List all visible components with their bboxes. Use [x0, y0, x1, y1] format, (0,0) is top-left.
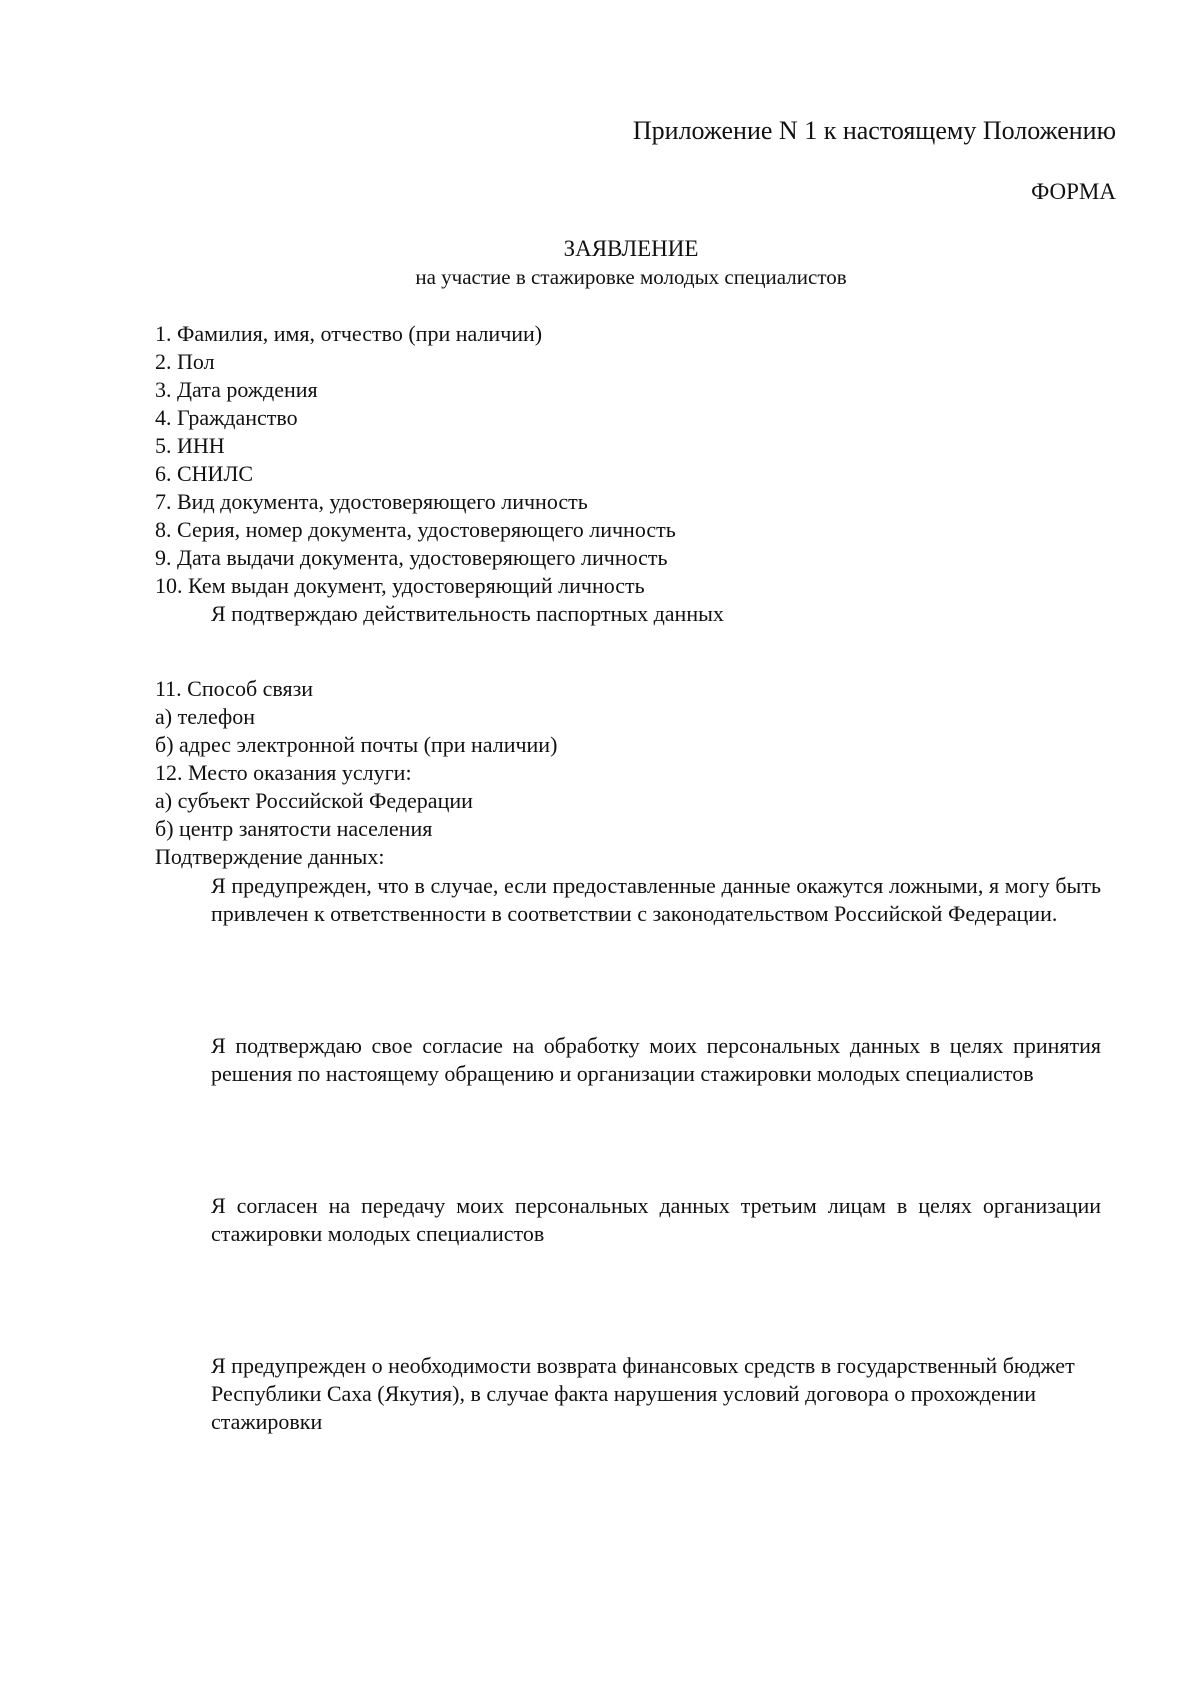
field-service-place: 12. Место оказания услуги:: [155, 760, 412, 785]
field-birth-date: 3. Дата рождения: [155, 377, 318, 402]
field-citizenship: 4. Гражданство: [155, 405, 298, 430]
field-phone: а) телефон: [155, 704, 256, 729]
appendix-reference: Приложение N 1 к настоящему Положению: [632, 116, 1116, 145]
third-party-consent-statement: Я согласен на передачу моих персональных данных третьим лицам в целях организации стажировки молодых специалистов: [211, 1193, 1101, 1246]
data-confirmation-heading: Подтверждение данных:: [155, 844, 385, 869]
field-id-document-number: 8. Серия, номер документа, удостоверяющего личность: [155, 517, 676, 542]
personal-data-fields: [155, 320, 724, 628]
refund-warning-statement: Я предупрежден о необходимости возврата финансовых средств в государственный бюджет Республики Саха (Якутия), в случае факта нарушения условий договора о прохождении стажировки: [211, 1353, 1075, 1434]
contact-and-service-fields: [155, 675, 557, 871]
personal-data-consent-statement: Я подтверждаю свое согласие на обработку моих персональных данных в целях принятия решения по настоящему обращению и организации стажировки молодых специалистов: [211, 1033, 1101, 1086]
field-federal-subject: а) субъект Российской Федерации: [155, 788, 473, 813]
field-full-name: 1. Фамилия, имя, отчество (при наличии): [155, 321, 543, 346]
document-subtitle: на участие в стажировке молодых специалистов: [415, 265, 847, 289]
passport-confirmation: Я подтверждаю действительность паспортных данных: [211, 601, 724, 626]
field-email: б) адрес электронной почты (при наличии): [155, 732, 558, 757]
field-id-document-issuer: 10. Кем выдан документ, удостоверяющий личность: [155, 573, 645, 598]
form-label: ФОРМА: [1031, 179, 1116, 204]
field-id-document-issue-date: 9. Дата выдачи документа, удостоверяющего личность: [155, 545, 668, 570]
document-title: ЗАЯВЛЕНИЕ: [563, 236, 699, 261]
field-sex: 2. Пол: [155, 349, 215, 374]
field-employment-center: б) центр занятости населения: [155, 816, 433, 841]
liability-statement: Я предупрежден, что в случае, если предоставленные данные окажутся ложными, я могу быть привлечен к ответственности в соответствии с законодательством Российской Федерации.: [211, 873, 1101, 926]
field-id-document-type: 7. Вид документа, удостоверяющего личность: [155, 489, 588, 514]
field-contact-method: 11. Способ связи: [155, 676, 314, 701]
field-snils: 6. СНИЛС: [155, 461, 254, 486]
field-inn: 5. ИНН: [155, 433, 225, 458]
